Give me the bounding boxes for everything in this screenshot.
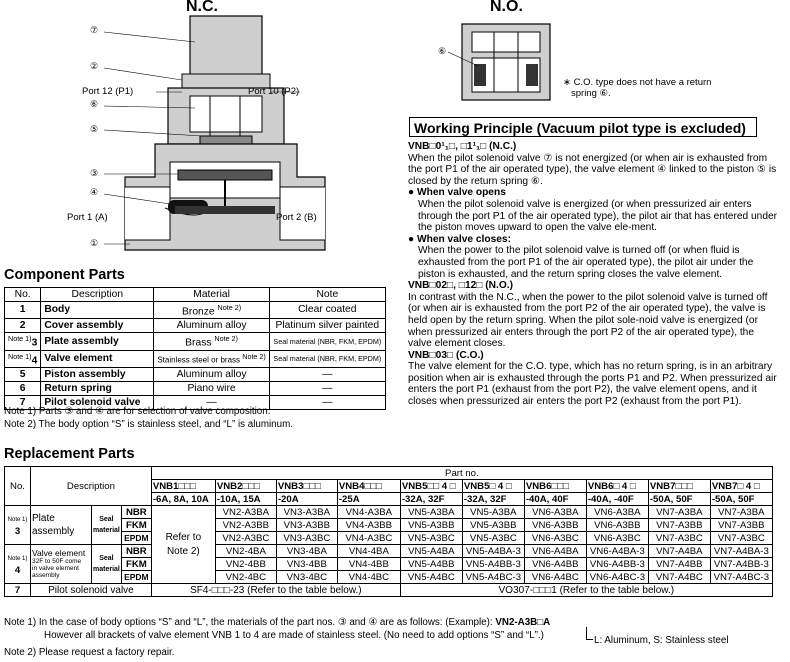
co-heading: VNB□03□ (C.O.) <box>408 349 484 361</box>
part-cell: VN7-A4BC <box>648 571 710 584</box>
component-header-row <box>5 288 386 302</box>
part-cell: VN4-A3BB <box>337 519 400 532</box>
rep-row3-seal <box>92 506 122 545</box>
model-header: VNB7□ 4 □ <box>710 480 772 493</box>
rep-row4-no <box>5 545 31 584</box>
row-material <box>154 350 270 367</box>
port-1-label: Port 1 (A) <box>67 212 108 223</box>
material-text: Bronze <box>182 306 215 318</box>
no-note-ref: Note 1) <box>7 517 28 523</box>
part-cell: VN5-A3BA <box>462 506 524 519</box>
part-cell: VN4-4BA <box>337 545 400 558</box>
row-note: Seal material (NBR, FKM, EPDM) <box>269 333 385 350</box>
seal-line2: material <box>93 527 120 534</box>
part-cell: VN5-A4BB-3 <box>462 558 524 571</box>
part-cell: VN6-A3BC <box>586 532 648 545</box>
part-cell: VN4-4BC <box>337 571 400 584</box>
model-size: -50A, 50F <box>648 493 710 506</box>
part-cell: VN3-A3BB <box>276 519 337 532</box>
callout-4: ④ <box>90 187 99 197</box>
part-cell: VN2-4BC <box>215 571 276 584</box>
table-row <box>5 506 773 519</box>
model-size: -32A, 32F <box>462 493 524 506</box>
replacement-note-1 <box>4 617 550 629</box>
row-desc: Return spring <box>41 382 154 396</box>
part-cell: VN7-A4BA <box>648 545 710 558</box>
component-parts-table <box>4 287 386 410</box>
desc-small1: 32F to 50F come <box>32 558 82 565</box>
part-cell: VN3-4BA <box>276 545 337 558</box>
no-text: 4 <box>31 355 38 367</box>
no-note-ref: Note 1) <box>8 351 32 361</box>
port-10-label: Port 10 (P2) <box>248 86 300 97</box>
part-cell: VN4-A3BA <box>337 506 400 519</box>
row-material <box>154 302 270 319</box>
rep-header-row-1 <box>5 467 773 480</box>
part-cell: VN7-A4BA-3 <box>710 545 772 558</box>
part-cell: VN5-A3BB <box>462 519 524 532</box>
seal-line1: Seal <box>99 516 114 523</box>
model-size: -25A <box>337 493 400 506</box>
refer-note-cell <box>151 506 215 584</box>
col-note: Note <box>269 288 385 302</box>
working-principle-title: Working Principle (Vacuum pilot type is excluded) <box>409 117 757 137</box>
seal-line1: Seal <box>99 555 114 562</box>
part-cell: VN3-A3BC <box>276 532 337 545</box>
model-header: VNB7□□□ <box>648 480 710 493</box>
co-type-note <box>563 77 711 99</box>
callout-2: ② <box>90 61 99 71</box>
model-size: -40A, 40F <box>524 493 586 506</box>
row-note: Seal material (NBR, FKM, EPDM) <box>269 350 385 367</box>
desc-small3: assembly <box>32 572 60 579</box>
part-cell: VN2-A3BB <box>215 519 276 532</box>
part-cell: VN7-A3BB <box>710 519 772 532</box>
part-cell: VN5-A3BC <box>400 532 462 545</box>
rep-row7-no: 7 <box>5 584 31 597</box>
part-cell: VN7-A3BA <box>648 506 710 519</box>
part-cell: VN7-A4BB <box>648 558 710 571</box>
replacement-parts-table <box>4 466 773 597</box>
rep-row7-right: VO307-□□□1 (Refer to the table below.) <box>400 584 772 597</box>
replacement-note-2: Note 2) Please request a factory repair. <box>4 647 175 658</box>
col-material: Material <box>154 288 270 302</box>
model-size: -10A, 15A <box>215 493 276 506</box>
no-note-ref: Note 1) <box>8 334 32 344</box>
seal-epdm: EPDM <box>121 571 151 584</box>
replacement-note-1b: However all brackets of valve element VNB 1 to 4 are made of stainless steel. (No need to add options “S” and “L”.) <box>44 630 544 641</box>
working-principle-body <box>408 141 780 408</box>
row-no: 5 <box>5 368 41 382</box>
seal-epdm: EPDM <box>121 532 151 545</box>
model-header: VNB5□□ 4 □ <box>400 480 462 493</box>
component-note-2: Note 2) The body option “S” is stainless steel, and “L” is aluminum. <box>4 419 293 430</box>
model-header: VNB6□ 4 □ <box>586 480 648 493</box>
part-cell: VN7-A4BB-3 <box>710 558 772 571</box>
co-note-line2: spring ⑥. <box>571 88 611 99</box>
no-title: N.O. <box>490 0 523 15</box>
part-cell: VN3-A3BA <box>276 506 337 519</box>
co-note-line1: ∗ C.O. type does not have a return <box>563 77 712 88</box>
row-desc: Cover assembly <box>41 319 154 333</box>
part-cell: VN4-4BB <box>337 558 400 571</box>
rep-col-no: No. <box>5 467 31 506</box>
replacement-parts-title: Replacement Parts <box>4 446 135 462</box>
callout-6: ⑥ <box>90 99 99 109</box>
model-header: VNB5□ 4 □ <box>462 480 524 493</box>
col-no: No. <box>5 288 41 302</box>
part-cell: VN5-A4BC <box>400 571 462 584</box>
component-note-1: Note 1) Parts ③ and ④ are for selection of valve composition. <box>4 406 271 417</box>
rep-row4-seal <box>92 545 122 584</box>
part-cell: VN7-A3BC <box>648 532 710 545</box>
part-cell: VN2-4BA <box>215 545 276 558</box>
part-cell: VN4-A3BC <box>337 532 400 545</box>
table-row <box>5 302 386 319</box>
part-cell: VN6-A3BA <box>586 506 648 519</box>
callout-3: ③ <box>90 168 99 178</box>
rep-row4-desc <box>31 545 92 584</box>
material-text: Stainless steel or brass <box>157 355 241 365</box>
row-no: 6 <box>5 382 41 396</box>
part-cell: VN5-A4BA <box>400 545 462 558</box>
model-size: -50A, 50F <box>710 493 772 506</box>
row-desc: Pilot solenoid valve <box>41 396 154 410</box>
model-header: VNB1□□□ <box>151 480 215 493</box>
row-material: Piano wire <box>154 382 270 396</box>
row-desc: Valve element <box>41 350 154 367</box>
row-material: — <box>154 396 270 410</box>
row-no: 1 <box>5 302 41 319</box>
rep-col-partno: Part no. <box>151 467 772 480</box>
rep-row7-left: SF4-□□□-23 (Refer to the table below.) <box>151 584 400 597</box>
nc-paragraph: When the pilot solenoid valve ⑦ is not energized (or when air is exhausted from the port P1 of the air operated type), the valve element ④ linked to the piston ⑤ is closed by the return spring ⑥. <box>408 152 777 187</box>
nc-heading: VNB□0¹₁□, □1¹₁□ (N.C.) <box>408 141 517 152</box>
model-header: VNB3□□□ <box>276 480 337 493</box>
model-size: -32A, 32F <box>400 493 462 506</box>
row-note: Platinum silver painted <box>269 319 385 333</box>
part-cell: VN7-A3BB <box>648 519 710 532</box>
no-cross-section-diagram <box>434 18 564 106</box>
note1-example: VN2-A3B□A <box>495 617 551 628</box>
row-material: Aluminum alloy <box>154 319 270 333</box>
row-no: 7 <box>5 396 41 410</box>
table-row <box>5 584 773 597</box>
part-cell: VN6-A3BB <box>586 519 648 532</box>
nc-cross-section-diagram <box>60 12 390 264</box>
valve-closes-heading: ● When valve closes: <box>408 233 511 245</box>
refer-line1: Refer to <box>165 531 202 543</box>
callout-1: ① <box>90 238 99 248</box>
model-size: -40A, -40F <box>586 493 648 506</box>
example-pointer <box>586 627 593 640</box>
row-desc: Piston assembly <box>41 368 154 382</box>
part-cell: VN7-A4BC-3 <box>710 571 772 584</box>
seal-fkm: FKM <box>121 519 151 532</box>
part-cell: VN2-4BB <box>215 558 276 571</box>
part-cell: VN6-A4BC <box>524 571 586 584</box>
part-cell: VN5-A3BC <box>462 532 524 545</box>
nc-title: N.C. <box>186 0 218 15</box>
valve-closes-paragraph: When the power to the pilot solenoid valve is turned off (or when fluid is exhausted from the port P1 of the air operated type), the pilot air under the piston is exhausted, and the return spring closes the valve element. <box>418 245 754 280</box>
no-callout-6: ⑥ <box>438 46 447 56</box>
replacement-note-1c: L: Aluminum, S: Stainless steel <box>594 635 729 646</box>
desc-small2: in valve element <box>32 565 79 572</box>
rep-row7-desc: Pilot solenoid valve <box>31 584 152 597</box>
row-note: — <box>269 368 385 382</box>
material-text: Brass <box>185 337 212 349</box>
model-header: VNB2□□□ <box>215 480 276 493</box>
row-note: — <box>269 396 385 410</box>
part-cell: VN6-A4BB <box>524 558 586 571</box>
part-cell: VN3-4BB <box>276 558 337 571</box>
model-size: -6A, 8A, 10A <box>151 493 215 506</box>
material-note-ref: Note 2) <box>217 303 242 312</box>
seal-fkm: FKM <box>121 558 151 571</box>
part-cell: VN6-A3BA <box>524 506 586 519</box>
part-cell: VN5-A3BA <box>400 506 462 519</box>
no-text: 4 <box>14 565 21 576</box>
part-cell: VN6-A3BB <box>524 519 586 532</box>
no-text: 3 <box>14 526 21 537</box>
rep-row3-no <box>5 506 31 545</box>
row-no: 2 <box>5 319 41 333</box>
part-cell: VN5-A4BC-3 <box>462 571 524 584</box>
part-cell: VN2-A3BC <box>215 532 276 545</box>
part-cell: VN6-A4BA-3 <box>586 545 648 558</box>
row-desc: Plate assembly <box>41 333 154 350</box>
model-size: -20A <box>276 493 337 506</box>
seal-line2: material <box>93 566 120 573</box>
seal-nbr: NBR <box>121 545 151 558</box>
port-2-label: Port 2 (B) <box>276 212 317 223</box>
table-row <box>5 350 386 367</box>
material-note-ref: Note 2) <box>242 352 266 362</box>
part-cell: VN5-A4BB <box>400 558 462 571</box>
row-desc: Body <box>41 302 154 319</box>
desc-line1: Valve element <box>32 548 86 558</box>
table-row <box>5 333 386 350</box>
row-no <box>5 350 41 367</box>
part-cell: VN6-A4BB-3 <box>586 558 648 571</box>
table-row <box>5 368 386 382</box>
col-description: Description <box>41 288 154 302</box>
model-header: VNB6□□□ <box>524 480 586 493</box>
refer-line2: Note 2) <box>166 545 200 557</box>
table-row <box>5 545 773 558</box>
part-cell: VN5-A3BB <box>400 519 462 532</box>
table-row <box>5 382 386 396</box>
model-header: VNB4□□□ <box>337 480 400 493</box>
co-paragraph: The valve element for the C.O. type, which has no return spring, is in an arbitrary position when air is exhausted through the ports P1 and P2. When pressurized air enters the port P1 (exhaust from the port P2), the valve element opens, and it closes when pressurized air enters the port P2 (exhaust from the port P1). <box>408 361 777 408</box>
row-material: Aluminum alloy <box>154 368 270 382</box>
part-cell: VN5-A4BA-3 <box>462 545 524 558</box>
part-cell: VN6-A4BC-3 <box>586 571 648 584</box>
component-parts-title: Component Parts <box>4 267 125 283</box>
part-cell: VN6-A4BA <box>524 545 586 558</box>
row-no <box>5 333 41 350</box>
no-paragraph: In contrast with the N.C., when the power to the pilot solenoid valve is turned off (or when air is exhausted from the port P2 of the air operated type), the valve is held open by the return spring. When the pilot sole-noid valve is energized (or when pressurized air enters through the port P2 of the air operated type), the valve element closes. <box>408 291 768 350</box>
desc-line2: assembly <box>32 526 75 537</box>
valve-opens-paragraph: When the pilot solenoid valve is energized (or when pressurized air enters through the port P1 of the air operated type), the pilot air that has entered under the piston moves upward to open the valve ele-ment. <box>418 198 778 234</box>
row-material <box>154 333 270 350</box>
part-cell: VN7-A3BA <box>710 506 772 519</box>
seal-nbr: NBR <box>121 506 151 519</box>
part-cell: VN6-A3BC <box>524 532 586 545</box>
material-note-ref: Note 2) <box>214 334 238 344</box>
row-note: — <box>269 382 385 396</box>
desc-line1: Plate <box>32 513 55 524</box>
valve-opens-heading: ● When valve opens <box>408 187 506 199</box>
part-cell: VN3-4BC <box>276 571 337 584</box>
no-note-ref: Note 1) <box>7 556 28 562</box>
table-row <box>5 319 386 333</box>
rep-row3-desc <box>31 506 92 545</box>
rep-col-description: Description <box>31 467 152 506</box>
part-cell: VN2-A3BA <box>215 506 276 519</box>
row-note: Clear coated <box>269 302 385 319</box>
part-cell: VN7-A3BC <box>710 532 772 545</box>
port-12-label: Port 12 (P1) <box>82 86 134 97</box>
callout-7: ⑦ <box>90 25 99 35</box>
no-heading: VNB□02□, □12□ (N.O.) <box>408 280 514 292</box>
no-text: 3 <box>31 337 38 349</box>
note1-text: Note 1) In the case of body options “S” and “L”, the materials of the part nos. ③ and ④ are as follows: (Example): <box>4 617 496 628</box>
callout-5: ⑤ <box>90 124 99 134</box>
